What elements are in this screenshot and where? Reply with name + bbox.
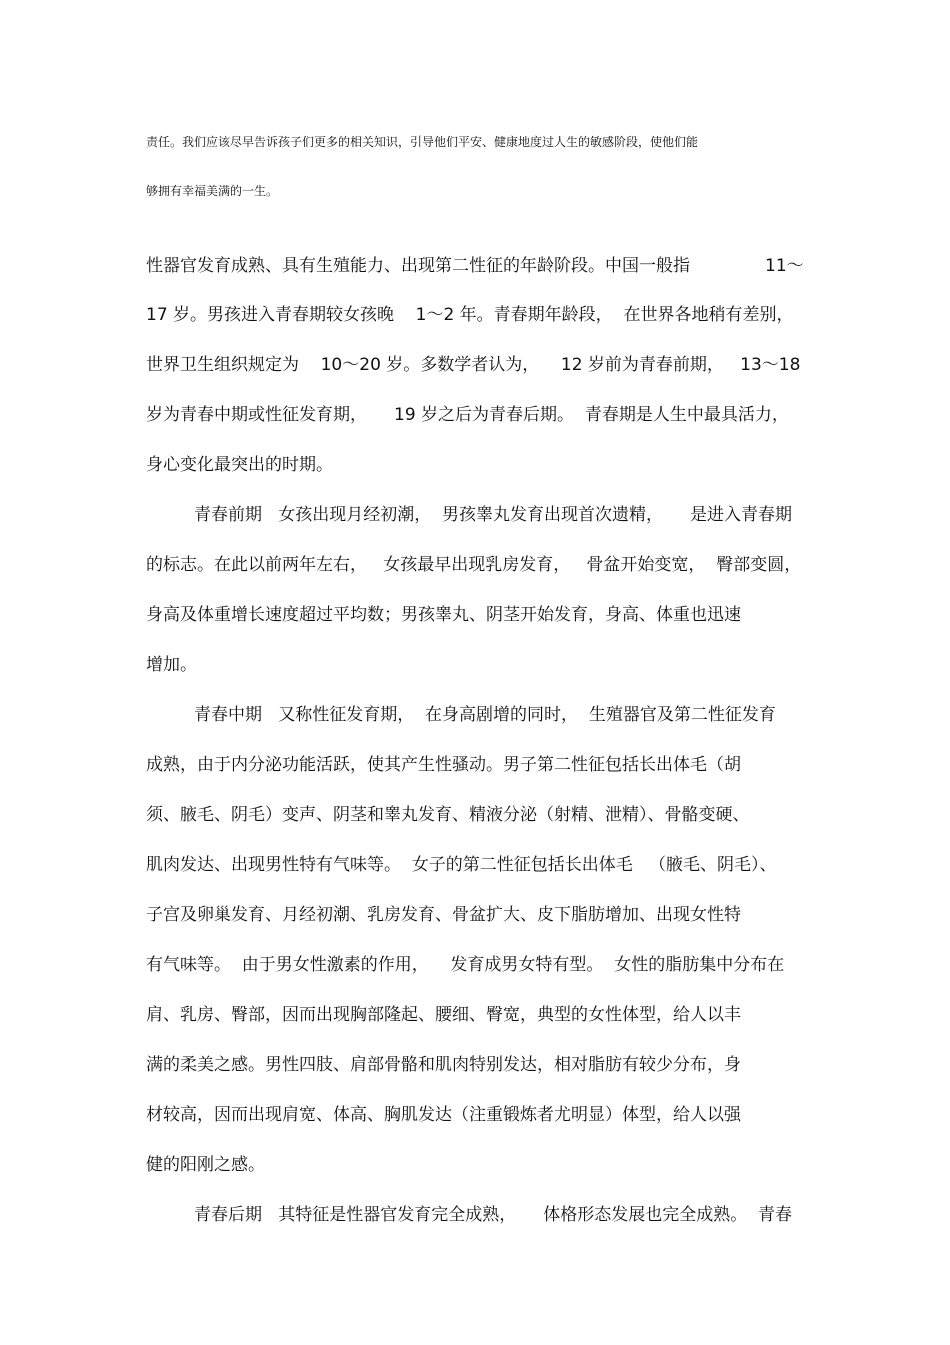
para1-line-4: 岁为青春中期或性征发育期， 19 岁之后为青春后期。 青春期是人生中最具活力，	[146, 405, 789, 425]
para4-line-1: 青春后期 其特征是性器官发育完全成熟， 体格形态发展也完全成熟。 青春	[194, 1205, 793, 1225]
para3-line-3: 须、腋毛、阴毛）变声、阴茎和睾丸发育、精液分泌（射精、泄精）、骨骼变硬、	[146, 805, 750, 825]
para3-line-5: 子宫及卵巢发育、月经初潮、乳房发育、骨盆扩大、皮下脂肪增加、出现女性特	[146, 905, 741, 925]
para2-line-2: 的标志。在此以前两年左右， 女孩最早出现乳房发育， 骨盆开始变宽， 臀部变圆，	[146, 555, 802, 575]
para2-line-3: 身高及体重增长速度超过平均数；男孩睾丸、阴茎开始发育，身高、体重也迅速	[146, 605, 741, 625]
para3-line-6: 有气味等。 由于男女性激素的作用， 发育成男女特有型。 女性的脂肪集中分布在	[146, 955, 785, 975]
para3-line-4: 肌肉发达、出现男性特有气味等。 女子的第二性征包括长出体毛 （腋毛、阴毛）、	[146, 855, 777, 875]
intro-line-1: 责任。我们应该尽早告诉孩子们更多的相关知识，引导他们平安、健康地度过人生的敏感阶段，使他们能	[146, 135, 699, 149]
para3-line-2: 成熟，由于内分泌功能活跃，使其产生性骚动。男子第二性征包括长出体毛（胡	[146, 755, 741, 775]
para3-line-1: 青春中期 又称性征发育期， 在身高剧增的同时， 生殖器官及第二性征发育	[194, 705, 776, 725]
para3-line-10: 健的阳刚之感。	[146, 1155, 265, 1175]
para3-line-8: 满的柔美之感。男性四肢、肩部骨骼和肌肉特别发达，相对脂肪有较少分布，身	[146, 1055, 741, 1075]
para2-line-1: 青春前期 女孩出现月经初潮， 男孩睾丸发育出现首次遗精， 是进入青春期	[194, 505, 793, 525]
para1-line-2: 17 岁。男孩进入青春期较女孩晚 1～2 年。青春期年龄段， 在世界各地稍有差别，	[146, 305, 794, 325]
para3-line-9: 材较高，因而出现肩宽、体高、胸肌发达（注重锻炼者尤明显）体型，给人以强	[146, 1105, 741, 1125]
intro-line-2: 够拥有幸福美满的一生。	[146, 184, 279, 198]
para2-line-4: 增加。	[146, 655, 197, 675]
para1-line-1-value: 11～	[765, 256, 804, 276]
para1-line-1: 性器官发育成熟、具有生殖能力、出现第二性征的年龄阶段。中国一般指	[146, 256, 690, 276]
para3-line-7: 肩、乳房、臀部，因而出现胸部隆起、腰细、臀宽，典型的女性体型，给人以丰	[146, 1005, 741, 1025]
para1-line-5: 身心变化最突出的时期。	[146, 455, 333, 475]
para1-line-3: 世界卫生组织规定为 10～20 岁。多数学者认为， 12 岁前为青春前期， 13～18	[146, 355, 801, 375]
